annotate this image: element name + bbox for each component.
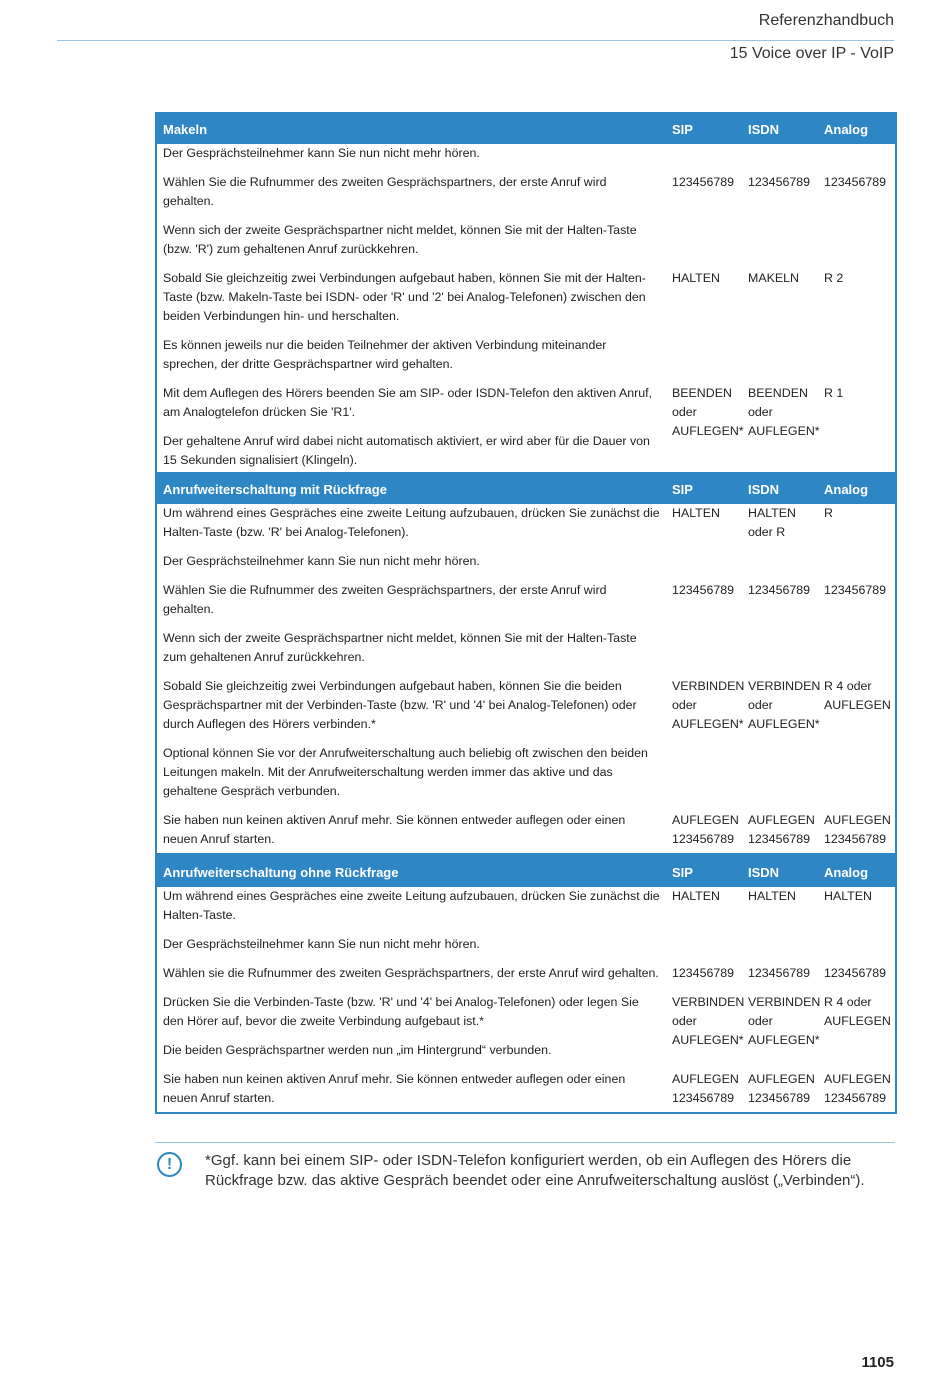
description-paragraph: Wählen Sie die Rufnummer des zweiten Gesprächspartners, der erste Anruf wird gehalten. [163, 583, 607, 616]
column-header: SIP [666, 113, 742, 144]
row-description [156, 221, 666, 269]
sip-cell: VERBINDEN oder AUFLEGEN* [672, 995, 745, 1047]
isdn-cell: HALTEN [748, 889, 796, 903]
header-divider [57, 40, 894, 41]
analog-cell [818, 629, 896, 677]
row-description [156, 993, 666, 1070]
analog-cell: R 1 [824, 386, 844, 400]
table-title: Makeln [156, 113, 666, 144]
description-paragraph: Der Gesprächsteilnehmer kann Sie nun nicht mehr hören. [163, 146, 480, 160]
sip-cell: 123456789 [672, 175, 735, 189]
description-paragraph: Sobald Sie gleichzeitig zwei Verbindungen aufgebaut haben, können Sie mit der Halten-Taste (bzw. Makeln-Taste bei ISDN- oder 'R' und '2' bei Analog-Telefonen) zwischen den beiden Verbindungen hin- und herschalten. [163, 271, 646, 323]
analog-cell: AUFLEGEN 123456789 [824, 1072, 891, 1105]
isdn-cell: AUFLEGEN 123456789 [748, 813, 815, 846]
sip-cell [666, 144, 742, 173]
description-paragraph: Um während eines Gespräches eine zweite Leitung aufzubauen, drücken Sie zunächst die Halten-Taste (bzw. 'R' bei Analog-Telefonen). [163, 506, 660, 539]
reference-table [155, 112, 897, 476]
column-header: Analog [818, 856, 896, 887]
analog-cell: AUFLEGEN 123456789 [824, 813, 891, 846]
analog-cell [818, 221, 896, 269]
reference-table [155, 855, 897, 1114]
row-description [156, 384, 666, 475]
analog-cell: R 2 [824, 271, 844, 285]
table-row [156, 964, 896, 993]
table-row [156, 504, 896, 581]
column-header: ISDN [742, 856, 818, 887]
sip-cell: HALTEN [672, 271, 720, 285]
description-paragraph: Mit dem Auflegen des Hörers beenden Sie am SIP- oder ISDN-Telefon den aktiven Anruf, am Analogtelefon drücken Sie 'R1'. [163, 386, 653, 419]
description-paragraph: Wählen Sie die Rufnummer des zweiten Gesprächspartners, der erste Anruf wird gehalten. [163, 175, 607, 208]
description-paragraph: Wählen sie die Rufnummer des zweiten Gesprächspartners, der erste Anruf wird gehalten. [163, 966, 659, 980]
table-row [156, 993, 896, 1070]
description-paragraph: Wenn sich der zweite Gesprächspartner nicht meldet, können Sie mit der Halten-Taste (bzw. 'R') zum gehaltenen Anruf zurückkehren. [163, 223, 637, 256]
analog-cell: 123456789 [824, 175, 887, 189]
table-row [156, 144, 896, 173]
sip-cell: 123456789 [672, 966, 735, 980]
reference-table [155, 472, 897, 855]
sip-cell [666, 221, 742, 269]
table-row [156, 629, 896, 677]
description-paragraph: Drücken Sie die Verbinden-Taste (bzw. 'R' und '4' bei Analog-Telefonen) oder legen Sie den Hörer auf, bevor die zweite Verbindung aufgebaut ist.* [163, 995, 639, 1028]
row-description [156, 811, 666, 854]
footnote [155, 1142, 895, 1189]
isdn-cell [742, 629, 818, 677]
description-paragraph: Sie haben nun keinen aktiven Anruf mehr. Sie können entweder auflegen oder einen neuen Anruf starten. [163, 813, 626, 846]
isdn-cell: 123456789 [748, 966, 811, 980]
table-row [156, 581, 896, 629]
sip-cell: VERBINDEN oder AUFLEGEN* [672, 679, 745, 731]
isdn-cell [742, 221, 818, 269]
row-description [156, 173, 666, 221]
description-paragraph: Der Gesprächsteilnehmer kann Sie nun nicht mehr hören. [163, 554, 480, 568]
analog-cell: 123456789 [824, 583, 887, 597]
analog-cell [818, 144, 896, 173]
column-header: SIP [666, 473, 742, 504]
table-title: Anrufweiterschaltung mit Rückfrage [156, 473, 666, 504]
table-row [156, 811, 896, 854]
isdn-cell [742, 144, 818, 173]
sip-cell: BEENDEN oder AUFLEGEN* [672, 386, 744, 438]
page-header-chapter: 15 Voice over IP - VoIP [729, 45, 894, 62]
isdn-cell: 123456789 [748, 583, 811, 597]
footnote-text: *Ggf. kann bei einem SIP- oder ISDN-Telefon konfiguriert werden, ob ein Auflegen des Hörers die Rückfrage bzw. das aktive Gespräch beendet oder eine Anrufweiterschaltung auslöst („Verbinden“). [205, 1152, 865, 1189]
row-description [156, 887, 666, 964]
column-header: ISDN [742, 473, 818, 504]
table-row [156, 269, 896, 384]
isdn-cell: VERBINDEN oder AUFLEGEN* [748, 679, 821, 731]
table-title: Anrufweiterschaltung ohne Rückfrage [156, 856, 666, 887]
isdn-cell: BEENDEN oder AUFLEGEN* [748, 386, 820, 438]
table-row [156, 384, 896, 475]
analog-cell: R [824, 506, 833, 520]
description-paragraph: Sobald Sie gleichzeitig zwei Verbindungen aufgebaut haben, können Sie die beiden Gesprächspartner mit der Verbinden-Taste (bzw. 'R' und '4' bei Analog-Telefonen) oder durch Auflegen des Hörers verbinden.* [163, 679, 637, 731]
isdn-cell: HALTEN oder R [748, 506, 796, 539]
description-paragraph: Es können jeweils nur die beiden Teilnehmer der aktiven Verbindung miteinander sprechen, der dritte Gesprächspartner wird gehalten. [163, 338, 607, 371]
exclamation-icon: ! [157, 1152, 182, 1177]
sip-cell: 123456789 [672, 583, 735, 597]
description-paragraph: Um während eines Gespräches eine zweite Leitung aufzubauen, drücken Sie zunächst die Halten-Taste. [163, 889, 660, 922]
sip-cell: HALTEN [672, 506, 720, 520]
description-paragraph: Der Gesprächsteilnehmer kann Sie nun nicht mehr hören. [163, 937, 480, 951]
description-paragraph: Die beiden Gesprächspartner werden nun „im Hintergrund“ verbunden. [163, 1043, 552, 1057]
analog-cell: HALTEN [824, 889, 872, 903]
row-description [156, 504, 666, 581]
row-description [156, 1070, 666, 1113]
table-row [156, 173, 896, 221]
page-number: 1105 [861, 1354, 894, 1371]
table-row [156, 1070, 896, 1113]
column-header: Analog [818, 113, 896, 144]
description-paragraph: Optional können Sie vor der Anrufweiterschaltung auch beliebig oft zwischen den beiden Leitungen makeln. Mit der Anrufweiterschaltung werden immer das aktive und das gehaltene Gespräch verbunden. [163, 746, 648, 798]
row-description [156, 964, 666, 993]
isdn-cell: MAKELN [748, 271, 799, 285]
isdn-cell: 123456789 [748, 175, 811, 189]
column-header: Analog [818, 473, 896, 504]
description-paragraph: Sie haben nun keinen aktiven Anruf mehr. Sie können entweder auflegen oder einen neuen Anruf starten. [163, 1072, 626, 1105]
column-header: ISDN [742, 113, 818, 144]
row-description [156, 269, 666, 384]
description-paragraph: Der gehaltene Anruf wird dabei nicht automatisch aktiviert, er wird aber für die Dauer von 15 Sekunden signalisiert (Klingeln). [163, 434, 650, 467]
row-description [156, 677, 666, 811]
isdn-cell: VERBINDEN oder AUFLEGEN* [748, 995, 821, 1047]
sip-cell: AUFLEGEN 123456789 [672, 1072, 739, 1105]
isdn-cell: AUFLEGEN 123456789 [748, 1072, 815, 1105]
row-description [156, 144, 666, 173]
analog-cell: 123456789 [824, 966, 887, 980]
row-description [156, 629, 666, 677]
sip-cell: HALTEN [672, 889, 720, 903]
page-header-title: Referenzhandbuch [758, 12, 894, 29]
table-row [156, 221, 896, 269]
analog-cell: R 4 oder AUFLEGEN [824, 995, 891, 1028]
sip-cell [666, 629, 742, 677]
analog-cell: R 4 oder AUFLEGEN [824, 679, 891, 712]
row-description [156, 581, 666, 629]
description-paragraph: Wenn sich der zweite Gesprächspartner nicht meldet, können Sie mit der Halten-Taste zum gehaltenen Anruf zurückkehren. [163, 631, 637, 664]
table-row [156, 887, 896, 964]
table-row [156, 677, 896, 811]
sip-cell: AUFLEGEN 123456789 [672, 813, 739, 846]
column-header: SIP [666, 856, 742, 887]
